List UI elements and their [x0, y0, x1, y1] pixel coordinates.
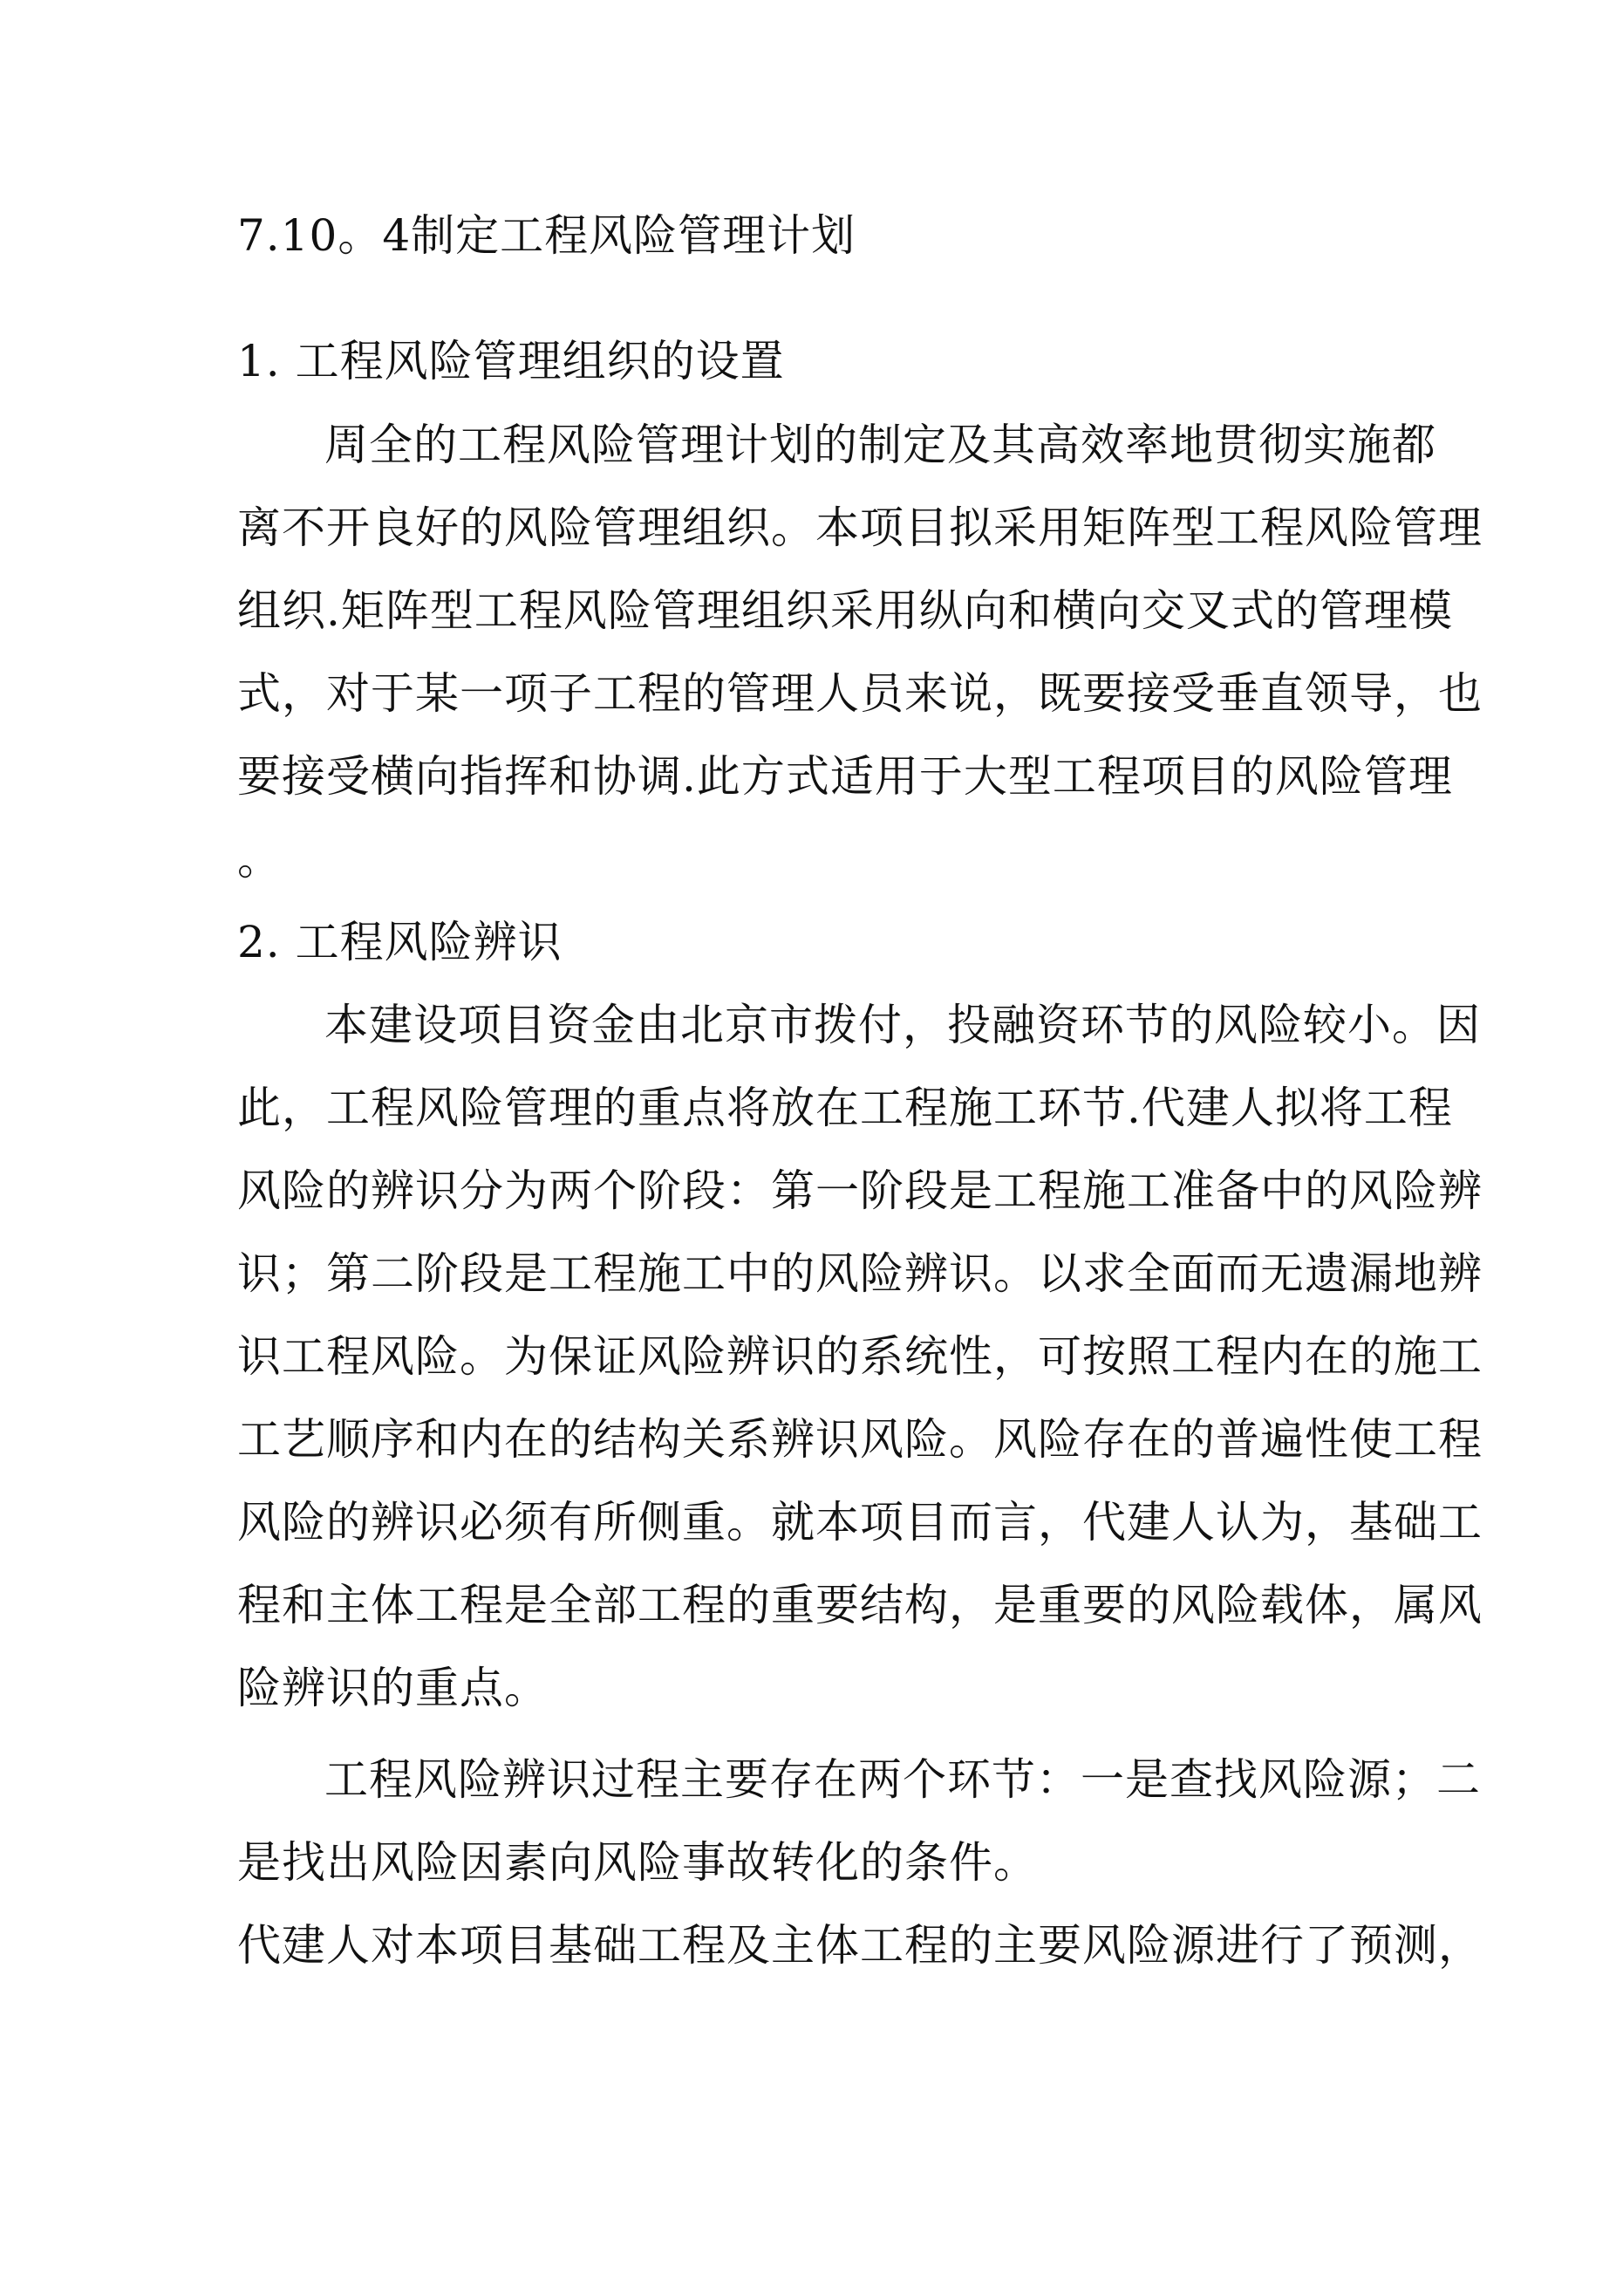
paragraph-line: 。	[237, 834, 282, 885]
paragraph-line: 式，对于某一项子工程的管理人员来说，既要接受垂直领导，也	[237, 668, 1483, 719]
section-heading: 7.10。4制定工程风险管理计划	[237, 210, 856, 261]
paragraph-line: 程和主体工程是全部工程的重要结构，是重要的风险载体，属风	[237, 1580, 1483, 1630]
section-1-title: 1. 工程风险管理组织的设置	[237, 336, 785, 386]
paragraph-line: 代建人对本项目基础工程及主体工程的主要风险源进行了预测，	[237, 1920, 1483, 1971]
paragraph-line: 风险的辨识必须有所侧重。就本项目而言，代建人认为，基础工	[237, 1497, 1483, 1548]
paragraph-line: 识；第二阶段是工程施工中的风险辨识。以求全面而无遗漏地辨	[237, 1248, 1483, 1299]
paragraph-line: 风险的辨识分为两个阶段：第一阶段是工程施工准备中的风险辨	[237, 1165, 1483, 1216]
paragraph-line: 离不开良好的风险管理组织。本项目拟采用矩阵型工程风险管理	[237, 502, 1483, 553]
paragraph-line: 是找出风险因素向风险事故转化的条件。	[237, 1837, 1038, 1888]
paragraph-line: 险辨识的重点。	[237, 1663, 549, 1713]
paragraph-line: 周全的工程风险管理计划的制定及其高效率地贯彻实施都	[324, 420, 1436, 470]
paragraph-line: 识工程风险。为保证风险辨识的系统性，可按照工程内在的施工	[237, 1331, 1483, 1382]
paragraph-line: 工程风险辨识过程主要存在两个环节：一是查找风险源；二	[324, 1754, 1481, 1805]
paragraph-line: 要接受横向指挥和协调.此方式适用于大型工程项目的风险管理	[237, 751, 1453, 802]
paragraph-line: 本建设项目资金由北京市拨付，投融资环节的风险较小。因	[324, 1000, 1481, 1050]
section-2-title: 2. 工程风险辨识	[237, 917, 563, 967]
paragraph-line: 此，工程风险管理的重点将放在工程施工环节.代建人拟将工程	[237, 1083, 1453, 1133]
paragraph-line: 工艺顺序和内在的结构关系辨识风险。风险存在的普遍性使工程	[237, 1414, 1483, 1465]
paragraph-line: 组织.矩阵型工程风险管理组织采用纵向和横向交叉式的管理模	[237, 585, 1453, 636]
